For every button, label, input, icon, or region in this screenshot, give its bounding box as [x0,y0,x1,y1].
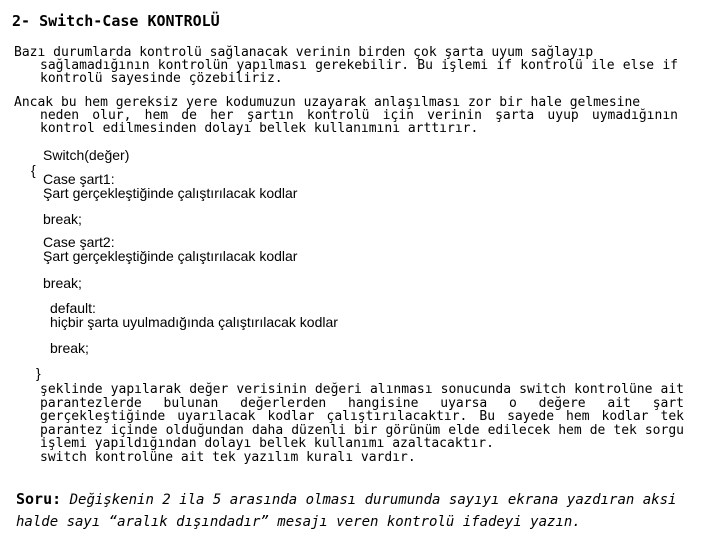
paragraph-intro [14,46,678,85]
paragraph-drawback-first-line: Ancak bu hem gereksiz yere kodumuzun uzayarak anlaşılması zor bir hale gelmesine [14,95,641,110]
code-default-body: hiçbir şarta uyulmadığında çalıştırılacak kodlar [50,314,338,330]
code-break2: break; [43,275,82,291]
paragraph-explanation-rule: switch kontrolüne ait tek yazılım kuralı vardır. [40,449,416,465]
question-text: Değişkenin 2 ila 5 arasında olması durumunda sayıyı ekrana yazdıran aksi halde sayı “aralık dışındadır” mesajı veren kontrolü ifadeyi yazın. [16,492,677,530]
paragraph-intro-rest: sağlamadığının kontrolün yapılması gerekebilir. Bu işlemi if kontrolü ile else if kontrolü sayesinde çözebiliriz. [40,58,678,86]
paragraph-drawback [14,96,678,135]
question-label: Soru: [16,490,62,508]
paragraph-explanation-body: şeklinde yapılarak değer verisinin değeri alınması sonucunda switch kontrolüne ait parantezlerde bulunan değerlerden hangisine uyarsa o değere ait şart gerçekleştiğinde uyarılacak kodlar çalıştırılacaktır. Bu sayede hem kodlar tek parantez içinde olduğundan daha düzenli bir görünüm elde edilecek hem de tek sorgu işlemi yapıldığından dolayı bellek kullanımı azaltacaktır. [40,382,684,451]
paragraph-explanation [40,383,684,464]
code-switch-line: Switch(değer) [43,147,130,163]
code-case1: Case şart1: [43,171,115,187]
code-break1: break; [43,211,82,227]
code-case2-body: Şart gerçekleştiğinde çalıştırılacak kodlar [43,248,298,264]
code-case1-body: Şart gerçekleştiğinde çalıştırılacak kodlar [43,185,298,201]
section-title: 2- Switch-Case KONTROLÜ [12,12,220,30]
paragraph-drawback-rest: neden olur, hem de her şartın kontrolü için verinin şarta uyup uymadığının kontrol edilmesinden dolayı bellek kullanımını arttırır. [40,108,678,136]
paragraph-intro-first-line: Bazı durumlarda kontrolü sağlanacak verinin birden çok şarta uyum sağlayıp [14,45,594,60]
code-break3: break; [50,340,89,356]
code-open-brace: { [31,162,36,178]
code-case2: Case şart2: [43,234,115,250]
code-close-brace: } [36,365,41,381]
code-default: default: [50,300,96,316]
question-block [16,488,696,533]
